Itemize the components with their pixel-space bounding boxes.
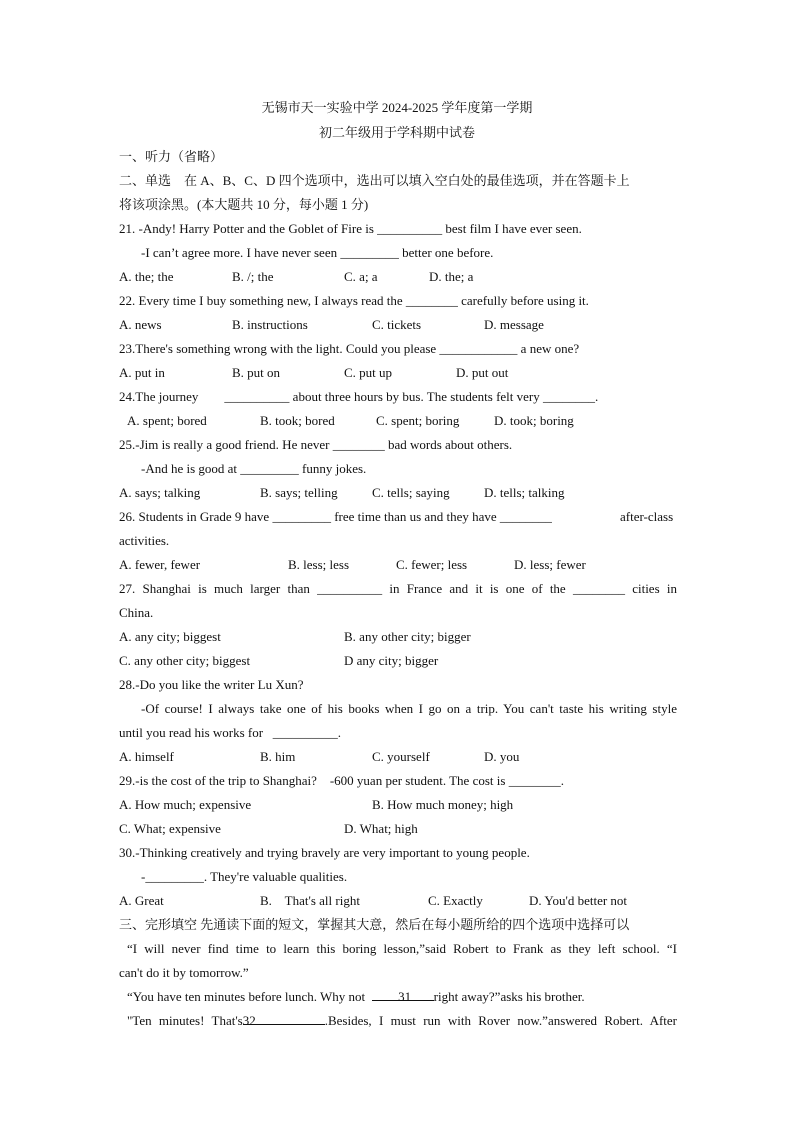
section-cloze-heading: 三、完形填空 先通读下面的短文，掌握其大意，然后在每小题所给的四个选项中选择可以 [119, 917, 630, 932]
section-single-choice-heading: 二、单选 在 A、B、C、D 四个选项中，选出可以填入空白处的最佳选项，并在答题卡上 [119, 173, 630, 188]
question-28-option-c: C. yourself [372, 749, 430, 764]
question-26-stem-cont: activities. [119, 533, 170, 548]
question-24-option-b: B. took; bored [260, 413, 335, 428]
question-29-option-c: C. What; expensive [119, 821, 221, 836]
question-27-stem: 27. Shanghai is much larger than __________ in France and it is one of the ________ cities in [119, 581, 677, 596]
question-30-option-a: A. Great [119, 893, 164, 908]
question-29-option-d: D. What; high [344, 821, 418, 836]
exam-title-line-2: 初二年级用于学科期中试卷 [318, 125, 475, 140]
question-28-option-b: B. him [260, 749, 296, 764]
question-23-option-a: A. put in [119, 365, 165, 380]
question-28-option-d: D. you [484, 749, 520, 764]
question-26-option-b: B. less; less [288, 557, 350, 572]
cloze-paragraph-3-text-end: .Besides, I must run with Rover now.”answered Robert. After [324, 1013, 678, 1028]
question-30-option-d: D. You'd better not [529, 893, 628, 908]
question-27-option-c: C. any other city; biggest [119, 653, 251, 668]
section-listening-heading: 一、听力（省略） [119, 149, 224, 164]
question-25-option-b: B. says; telling [260, 485, 338, 500]
section-single-choice-instructions: 将该项涂黑。(本大题共 10 分，每小题 1 分) [119, 197, 369, 212]
question-24-option-d: D. took; boring [494, 413, 574, 428]
question-28-stem: 28.-Do you like the writer Lu Xun? [119, 677, 304, 692]
question-26-option-a: A. fewer, fewer [119, 557, 201, 572]
question-23-option-c: C. put up [344, 365, 393, 380]
question-29-option-b: B. How much money; high [372, 797, 514, 812]
question-22-option-c: C. tickets [372, 317, 422, 332]
question-26-stem-end: after-class [620, 509, 674, 524]
cloze-blank-32: 32 [243, 1012, 325, 1025]
question-30-reply: -_________. They're valuable qualities. [141, 869, 348, 884]
question-24-option-a: A. spent; bored [127, 413, 207, 428]
cloze-paragraph-2 [127, 988, 677, 1006]
question-24-option-c: C. spent; boring [376, 413, 460, 428]
question-28-option-a: A. himself [119, 749, 174, 764]
question-21-option-a: A. the; the [119, 269, 174, 284]
question-21-reply: -I can’t agree more. I have never seen _________ better one before. [141, 245, 494, 260]
exam-title-line-1: 无锡市天一实验中学 2024-2025 学年度第一学期 [261, 100, 533, 115]
question-27-option-d: D any city; bigger [344, 653, 439, 668]
question-30-option-b: B. That's all right [260, 893, 360, 908]
question-22-option-a: A. news [119, 317, 162, 332]
cloze-paragraph-3 [127, 1012, 677, 1030]
question-21-option-b: B. /; the [232, 269, 274, 284]
question-28-reply: -Of course! I always take one of his books when I go on a trip. You can't taste his writing style [141, 701, 677, 716]
question-30-option-c: C. Exactly [428, 893, 483, 908]
question-22-stem: 22. Every time I buy something new, I always read the ________ carefully before using it. [119, 293, 589, 308]
cloze-blank-31: 31 [372, 988, 434, 1001]
question-27-option-b: B. any other city; bigger [344, 629, 471, 644]
question-24-stem: 24.The journey __________ about three hours by bus. The students felt very ________. [119, 389, 599, 404]
question-30-stem: 30.-Thinking creatively and trying bravely are very important to young people. [119, 845, 530, 860]
question-26-stem: 26. Students in Grade 9 have _________ free time than us and they have ________ [119, 509, 552, 524]
question-25-option-c: C. tells; saying [372, 485, 450, 500]
cloze-paragraph-2-text-end: right away?”asks his brother. [433, 989, 585, 1004]
question-25-option-a: A. says; talking [119, 485, 201, 500]
question-23-option-b: B. put on [232, 365, 281, 380]
question-28-reply-cont: until you read his works for __________. [119, 725, 342, 740]
question-21-stem: 21. -Andy! Harry Potter and the Goblet of Fire is __________ best film I have ever seen. [119, 221, 582, 236]
cloze-paragraph-2-text: “You have ten minutes before lunch. Why not [127, 989, 372, 1004]
question-29-option-a: A. How much; expensive [119, 797, 252, 812]
question-21-option-d: D. the; a [429, 269, 474, 284]
question-21-option-c: C. a; a [344, 269, 378, 284]
question-22-option-d: D. message [484, 317, 544, 332]
cloze-paragraph-1-cont: can't do it by tomorrow.” [119, 965, 249, 980]
question-27-option-a: A. any city; biggest [119, 629, 221, 644]
question-23-option-d: D. put out [456, 365, 509, 380]
question-26-option-d: D. less; fewer [514, 557, 586, 572]
question-25-reply: -And he is good at _________ funny jokes. [141, 461, 367, 476]
cloze-paragraph-1: “I will never find time to learn this boring lesson,”said Robert to Frank as they left school. “I [127, 941, 677, 956]
question-29-stem: 29.-is the cost of the trip to Shanghai? -600 yuan per student. The cost is ________. [119, 773, 564, 788]
question-23-stem: 23.There's something wrong with the light. Could you please ____________ a new one? [119, 341, 580, 356]
question-22-option-b: B. instructions [232, 317, 308, 332]
question-25-stem: 25.-Jim is really a good friend. He never ________ bad words about others. [119, 437, 513, 452]
question-26-option-c: C. fewer; less [396, 557, 468, 572]
question-25-option-d: D. tells; talking [484, 485, 565, 500]
cloze-paragraph-3-text: "Ten minutes! That's [127, 1013, 243, 1028]
question-27-stem-cont: China. [119, 605, 154, 620]
